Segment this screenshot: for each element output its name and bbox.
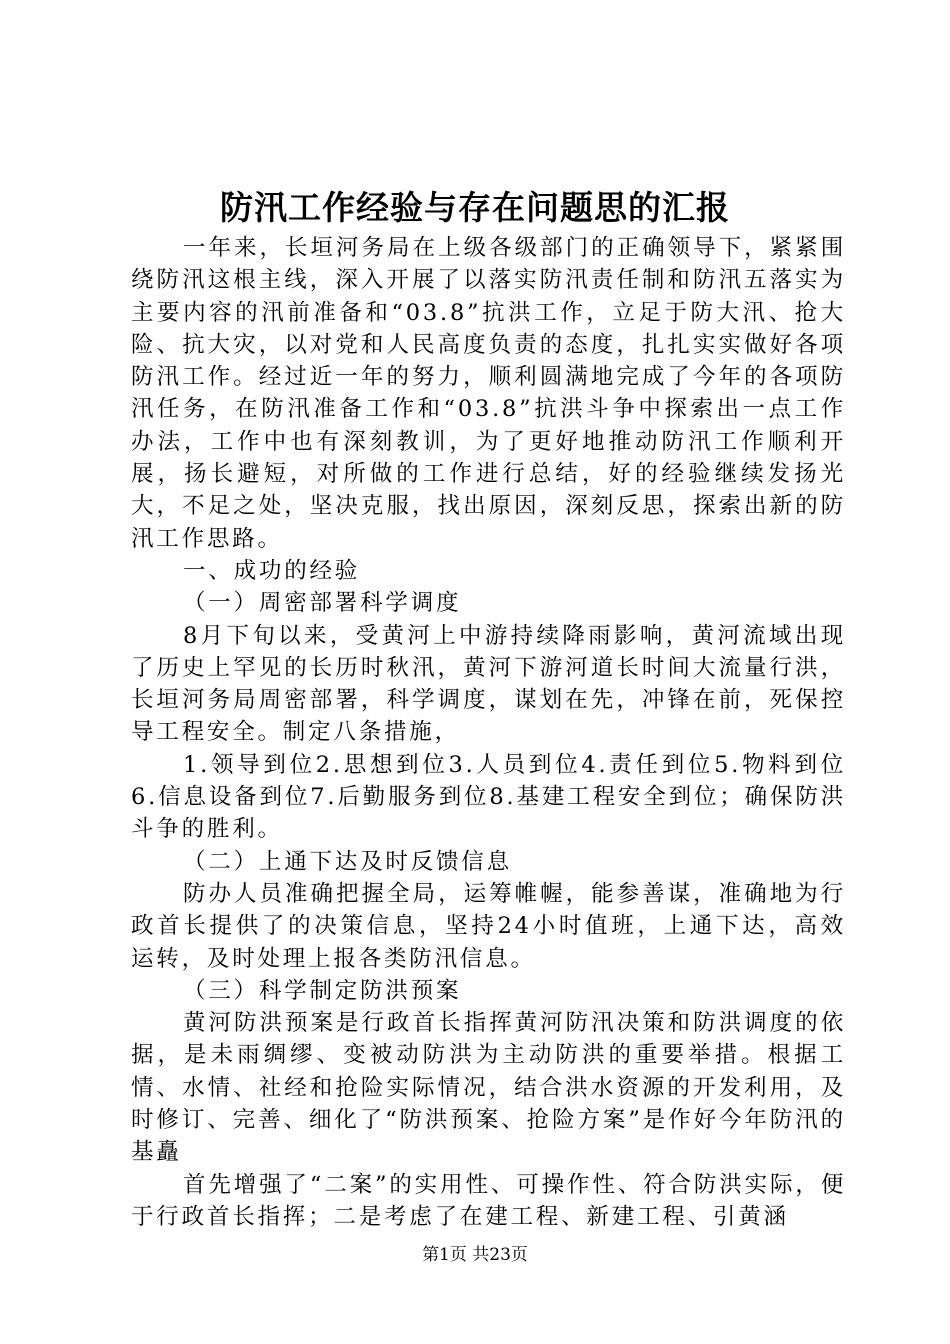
document-title: 防汛工作经验与存在问题思的汇报 [220, 188, 730, 227]
measures-paragraph: 1.领导到位2.思想到位3.人员到位4.责任到位5.物料到位6.信息设备到位7.后勤服务到位8.基建工程安全到位；确保防洪斗争的胜利。 [131, 751, 846, 843]
body-paragraph: 黄河防洪预案是行政首长指挥黄河防汛决策和防洪调度的依据，是未雨绸缪、变被动防洪为主动防洪的重要举措。根据工情、水情、社经和抢险实际情况，结合洪水资源的开发利用，及时修订、完善、细化了“防洪预案、抢险方案”是作好今年防汛的基矗 [131, 1010, 846, 1166]
section-heading: 一、成功的经验 [183, 557, 361, 584]
body-paragraph: 防办人员准确把握全局，运筹帷幄，能参善谋，准确地为行政首长提供了的决策信息，坚持24小时值班，上通下达，高效运转，及时处理上报各类防汛信息。 [131, 880, 846, 972]
page-number-footer: 第1页 共23页 [422, 1245, 528, 1265]
body-paragraph: 8月下旬以来，受黄河上中游持续降雨影响，黄河流域出现了历史上罕见的长历时秋汛，黄河下游河道长时间大流量行洪，长垣河务局周密部署，科学调度，谋划在先，冲锋在前，死保控导工程安全。制定八条措施， [131, 622, 846, 746]
subsection-heading: （二）上通下达及时反馈信息 [183, 848, 512, 875]
intro-paragraph: 一年来，长垣河务局在上级各级部门的正确领导下，紧紧围绕防汛这根主线，深入开展了以落实防汛责任制和防汛五落实为主要内容的汛前准备和“03.8”抗洪工作，立足于防大汛、抢大险、抗大灾，以对党和人民高度负责的态度，扎扎实实做好各项防汛工作。经过近一年的努力，顺利圆满地完成了今年的各项防汛任务，在防汛准备工作和“03.8”抗洪斗争中探索出一点工作办法，工作中也有深刻教训，为了更好地推动防汛工作顺利开展，扬长避短，对所做的工作进行总结，好的经验继续发扬光大，不足之处，坚决克服，找出原因，深刻反思，探索出新的防汛工作思路。 [131, 235, 846, 552]
document-body [131, 232, 846, 1233]
subsection-heading: （三）科学制定防洪预案 [183, 977, 462, 1004]
body-paragraph: 首先增强了“二案”的实用性、可操作性、符合防洪实际，便于行政首长指挥；二是考虑了在建工程、新建工程、引黄涵 [131, 1171, 846, 1230]
subsection-heading: （一）周密部署科学调度 [183, 590, 462, 617]
